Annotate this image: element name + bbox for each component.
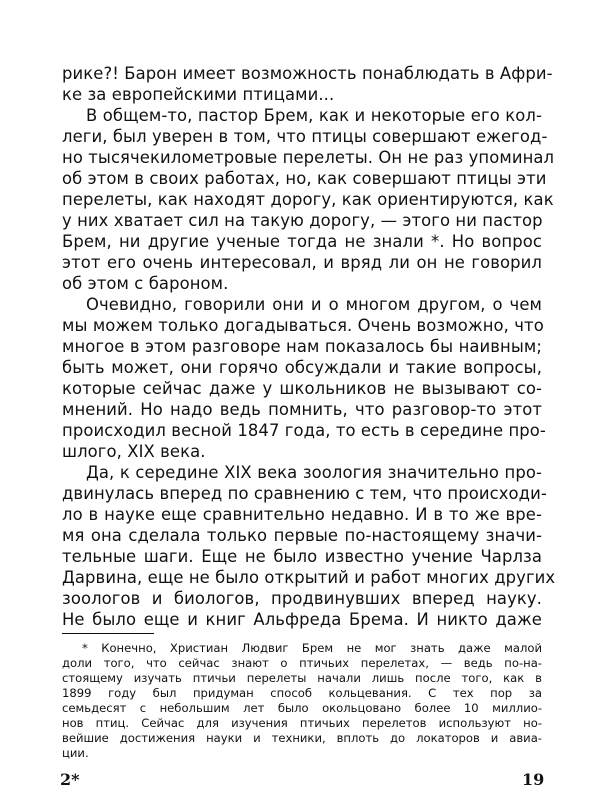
body-line: ке за европейскими птицами... <box>62 85 335 104</box>
footnote-line: семьдесят с небольшим лет было окольцовано более 10 миллио- <box>62 701 542 715</box>
footnote-line: стоящему изучать птичьи перелеты начали лишь после того, как в <box>62 671 542 685</box>
body-line: мы можем только догадываться. Очень возможно, что <box>62 316 544 335</box>
footnote-line: вейшие достижения науки и техники, вплоть до локаторов и авиа- <box>62 731 542 745</box>
body-line: Очевидно, говорили они и о многом другом, о чем <box>86 295 542 314</box>
body-line: Не было еще и книг Альфреда Брема. И никто даже <box>62 610 542 629</box>
body-line: перелеты, как находят дорогу, как ориентируются, как <box>62 190 554 209</box>
body-line: Брем, ни другие ученые тогда не знали *. Но вопрос <box>62 232 542 251</box>
body-line: Дарвина, еще не было открытий и работ многих других <box>62 568 556 587</box>
body-line: которые сейчас даже у школьников не вызывают со- <box>62 379 542 398</box>
body-line: быть может, они горячо обсуждали и такие вопросы, <box>62 358 542 377</box>
body-line: происходил весной 1847 года, то есть в середине про- <box>62 421 546 440</box>
body-line: шлого, XIX века. <box>62 442 206 461</box>
footnote-line: нов птиц. Сейчас для изучения птичьих перелетов используют но- <box>62 716 542 730</box>
footnote-rule <box>62 633 154 634</box>
body-line: мнений. Но надо ведь помнить, что разговор-то этот <box>62 400 542 419</box>
body-line: Да, к середине XIX века зоология значительно про- <box>86 463 542 482</box>
body-line: В общем-то, пастор Брем, как и некоторые его кол- <box>86 106 542 125</box>
body-line: об этом с бароном. <box>62 274 229 293</box>
body-line: ло в науке еще сравнительно недавно. И в то же вре- <box>62 505 542 524</box>
body-line: мя она сделала только первые по-настоящему значи- <box>62 526 542 545</box>
body-line: рике?! Барон имеет возможность понаблюдать в Афри- <box>62 64 553 83</box>
footnote-line: доли того, что сейчас знают о птичьих перелетах, — ведь по-на- <box>62 656 542 670</box>
body-line: об этом в своих работах, но, как совершают птицы эти <box>62 169 547 188</box>
body-line: но тысячекилометровые перелеты. Он не раз упоминал <box>62 148 555 167</box>
signature-mark: 2* <box>60 770 80 789</box>
footnote-line: 1899 году был придуман способ кольцевания. С тех пор за <box>62 686 542 700</box>
body-line: этот его очень интересовал, и вряд ли он не говорил <box>62 253 542 272</box>
body-line: леги, был уверен в том, что птицы совершают ежегод- <box>62 127 548 146</box>
footnote-line: ции. <box>62 746 89 760</box>
body-line: у них хватает сил на такую дорогу, — этого ни пастор <box>62 211 543 230</box>
footnote-line: * Конечно, Христиан Людвиг Брем не мог знать даже малой <box>82 641 542 655</box>
page-number: 19 <box>522 770 545 789</box>
body-line: зоологов и биологов, продвинувших вперед науку. <box>62 589 542 608</box>
body-line: тельные шаги. Еще не было известно учение Чарлза <box>62 547 542 566</box>
body-line: двинулась вперед по сравнению с тем, что происходи- <box>62 484 547 503</box>
body-line: многое в этом разговоре нам показалось бы наивным; <box>62 337 542 356</box>
